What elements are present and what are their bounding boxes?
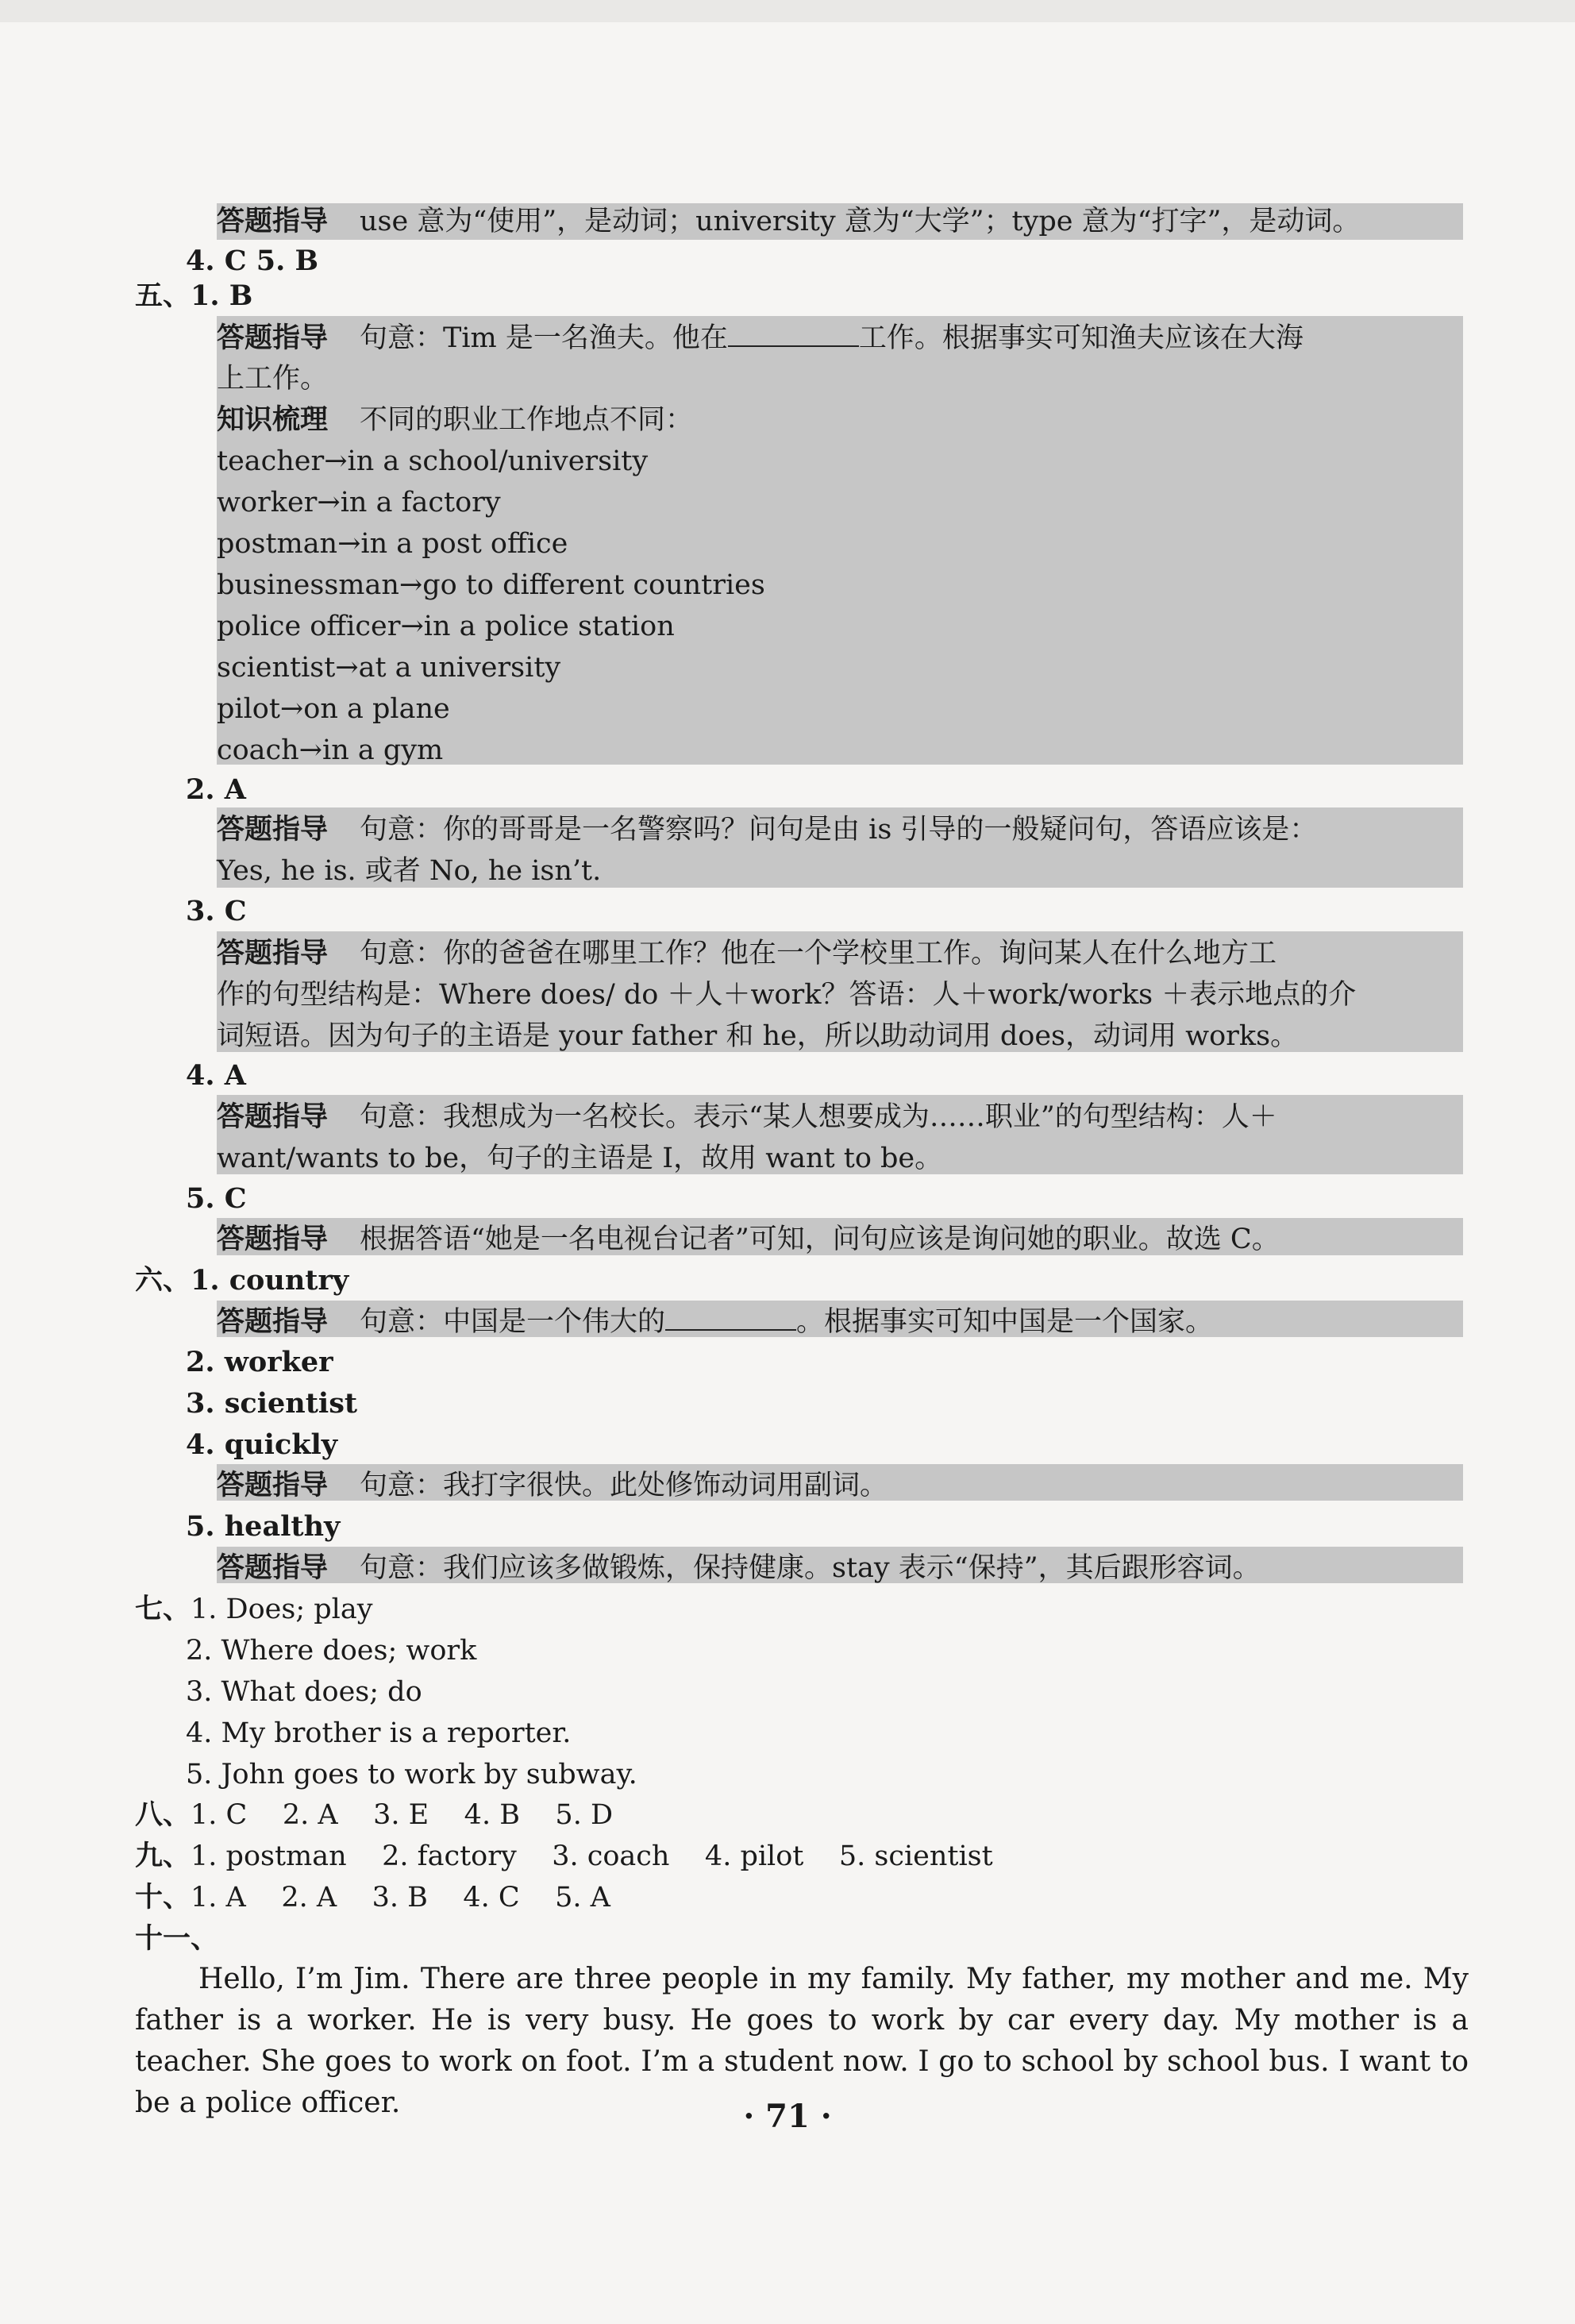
essay-text: Hello, I’m Jim. There are three people in my family. My father, my mother and me. My father is a worker. He is very busy. He goes to work by car every day. My mother is a teacher. She goes to work on foot. I’m a student now. I go to school by school bus. I want to be a police officer. — [135, 1963, 1469, 2119]
s5-q5: 5. C — [186, 1182, 247, 1215]
tip-s5-q2: 答题指导 句意：你的哥哥是一名警察吗？问句是由 is 引导的一般疑问句，答语应该是： — [217, 814, 1318, 846]
tip-s6-q5: 答题指导 句意：我们应该多做锻炼，保持健康。stay 表示“保持”，其后跟形容词。 — [217, 1552, 1261, 1584]
job-item: scientist→at a university — [217, 652, 561, 684]
scan-edge — [0, 0, 1575, 22]
job-item: coach→in a gym — [217, 734, 444, 766]
page-number: · 71 · — [743, 2098, 832, 2135]
s6-q1: 六、1. country — [135, 1264, 349, 1297]
tip-s5-q5: 答题指导 根据答语“她是一名电视台记者”可知，问句应该是询问她的职业。故选 C。 — [217, 1224, 1280, 1255]
s7-item-1: 七、1. Does; play — [135, 1594, 373, 1625]
tip-s5-q3-cont: 词短语。因为句子的主语是 your father 和 he，所以助动词用 does，动词用 works。 — [217, 1020, 1299, 1052]
tip-s4: 答题指导 use 意为“使用”，是动词；university 意为“大学”；type 意为“打字”，是动词。 — [217, 206, 1361, 237]
s4-answers: 4. C 5. B — [186, 245, 319, 277]
s6-q5: 5. healthy — [186, 1510, 341, 1543]
job-item: businessman→go to different countries — [217, 569, 765, 601]
job-item: teacher→in a school/university — [217, 445, 649, 477]
tip-s5-q2-cont: Yes, he is. 或者 No, he isn’t. — [217, 855, 602, 887]
tip-s5-q3-cont: 作的句型结构是：Where does/ do ＋人＋work？答语：人＋work/works ＋表示地点的介 — [217, 979, 1357, 1011]
tip-s5-q3: 答题指导 句意：你的爸爸在哪里工作？他在一个学校里工作。询问某人在什么地方工 — [217, 938, 1277, 969]
s7-item-3: 3. What does; do — [186, 1676, 422, 1708]
job-item: postman→in a post office — [217, 528, 568, 560]
knowledge-heading: 知识梳理 不同的职业工作地点不同： — [217, 404, 694, 436]
s7-item-4: 4. My brother is a reporter. — [186, 1717, 572, 1749]
s5-q1: 五、1. B — [135, 279, 253, 312]
s5-q2: 2. A — [186, 773, 246, 806]
job-item: pilot→on a plane — [217, 693, 450, 725]
job-item: police officer→in a police station — [217, 611, 675, 642]
tip-s5-q1: 答题指导 句意：Tim 是一名渔夫。他在 工作。根据事实可知渔夫应该在大海 — [217, 322, 1304, 354]
job-item: worker→in a factory — [217, 487, 501, 518]
tip-s5-q4-cont: want/wants to be，句子的主语是 I，故用 want to be。 — [217, 1143, 943, 1174]
s6-q3: 3. scientist — [186, 1387, 358, 1420]
tip-s5-q4: 答题指导 句意：我想成为一名校长。表示“某人想要成为……职业”的句型结构：人＋ — [217, 1101, 1277, 1133]
tip-s6-q4: 答题指导 句意：我打字很快。此处修饰动词用副词。 — [217, 1470, 888, 1501]
s7-item-2: 2. Where does; work — [186, 1635, 477, 1667]
s6-q4: 4. quickly — [186, 1428, 338, 1461]
s10-answers: 十、1. A 2. A 3. B 4. C 5. A — [135, 1882, 610, 1914]
s8-answers: 八、1. C 2. A 3. E 4. B 5. D — [135, 1799, 614, 1831]
s11-header: 十一、 — [135, 1923, 219, 1955]
tip-s5-q1-cont: 上工作。 — [217, 363, 329, 395]
answer-blank — [665, 1329, 796, 1331]
tip-s6-q1: 答题指导 句意：中国是一个伟大的 。根据事实可知中国是一个国家。 — [217, 1306, 1214, 1338]
s5-q4: 4. A — [186, 1059, 246, 1092]
s6-q2: 2. worker — [186, 1346, 333, 1378]
s7-item-5: 5. John goes to work by subway. — [186, 1759, 637, 1790]
answer-blank — [728, 345, 859, 347]
s9-answers: 九、1. postman 2. factory 3. coach 4. pilot 5. scientist — [135, 1840, 993, 1872]
s5-q3: 3. C — [186, 895, 247, 927]
